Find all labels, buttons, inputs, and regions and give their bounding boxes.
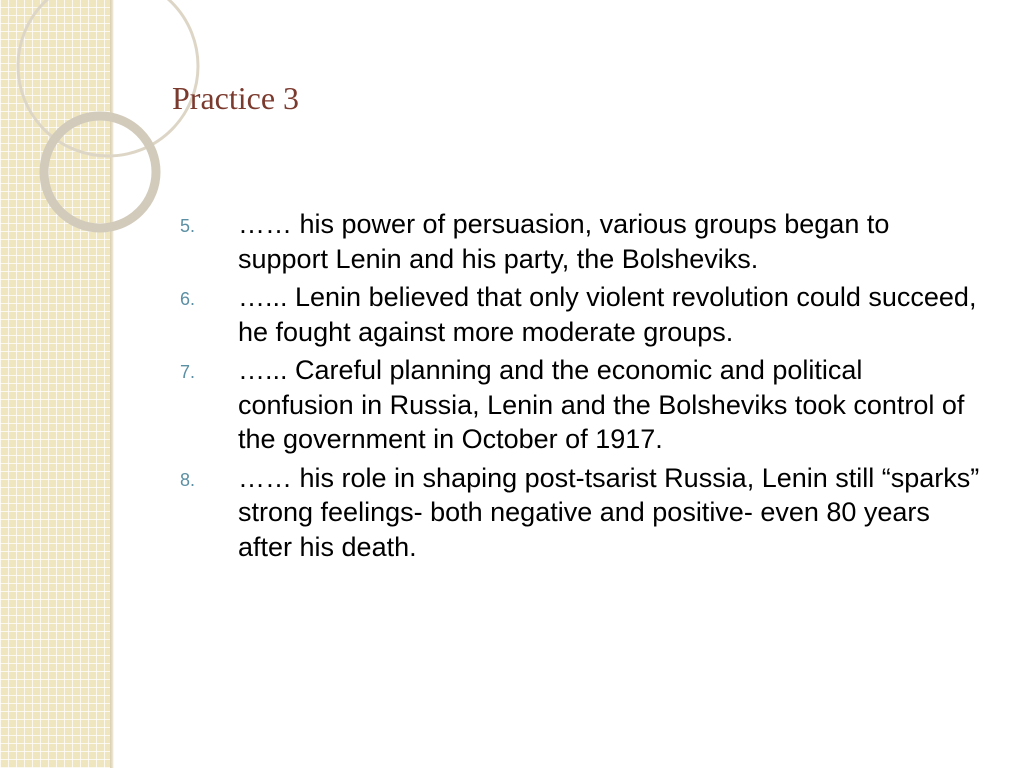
- decorative-sidebar: [0, 0, 113, 768]
- list-item-number: 7.: [180, 362, 196, 382]
- list-item: [180, 353, 980, 457]
- list-item: [180, 461, 980, 565]
- list-item-text: …... Careful planning and the economic and political confusion in Russia, Lenin and the Bolsheviks took control of the government in October of 1917.: [238, 355, 965, 454]
- list-item-number: 6.: [180, 289, 196, 309]
- list-item-number: 5.: [180, 216, 196, 236]
- list-item-text: …… his role in shaping post-tsarist Russia, Lenin still “sparks” strong feelings- both negative and positive- even 80 years after his death.: [238, 462, 980, 562]
- list-item-text: …… his power of persuasion, various groups began to support Lenin and his party, the Bolsheviks.: [238, 209, 890, 274]
- list-item: [180, 207, 980, 276]
- practice-list: [180, 207, 980, 568]
- slide-title: Practice 3: [172, 80, 300, 116]
- list-item-number: 8.: [180, 469, 196, 490]
- list-item-text: …... Lenin believed that only violent revolution could succeed, he fought against more moderate groups.: [238, 282, 977, 347]
- list-item: [180, 280, 980, 349]
- sidebar-edge: [110, 0, 114, 768]
